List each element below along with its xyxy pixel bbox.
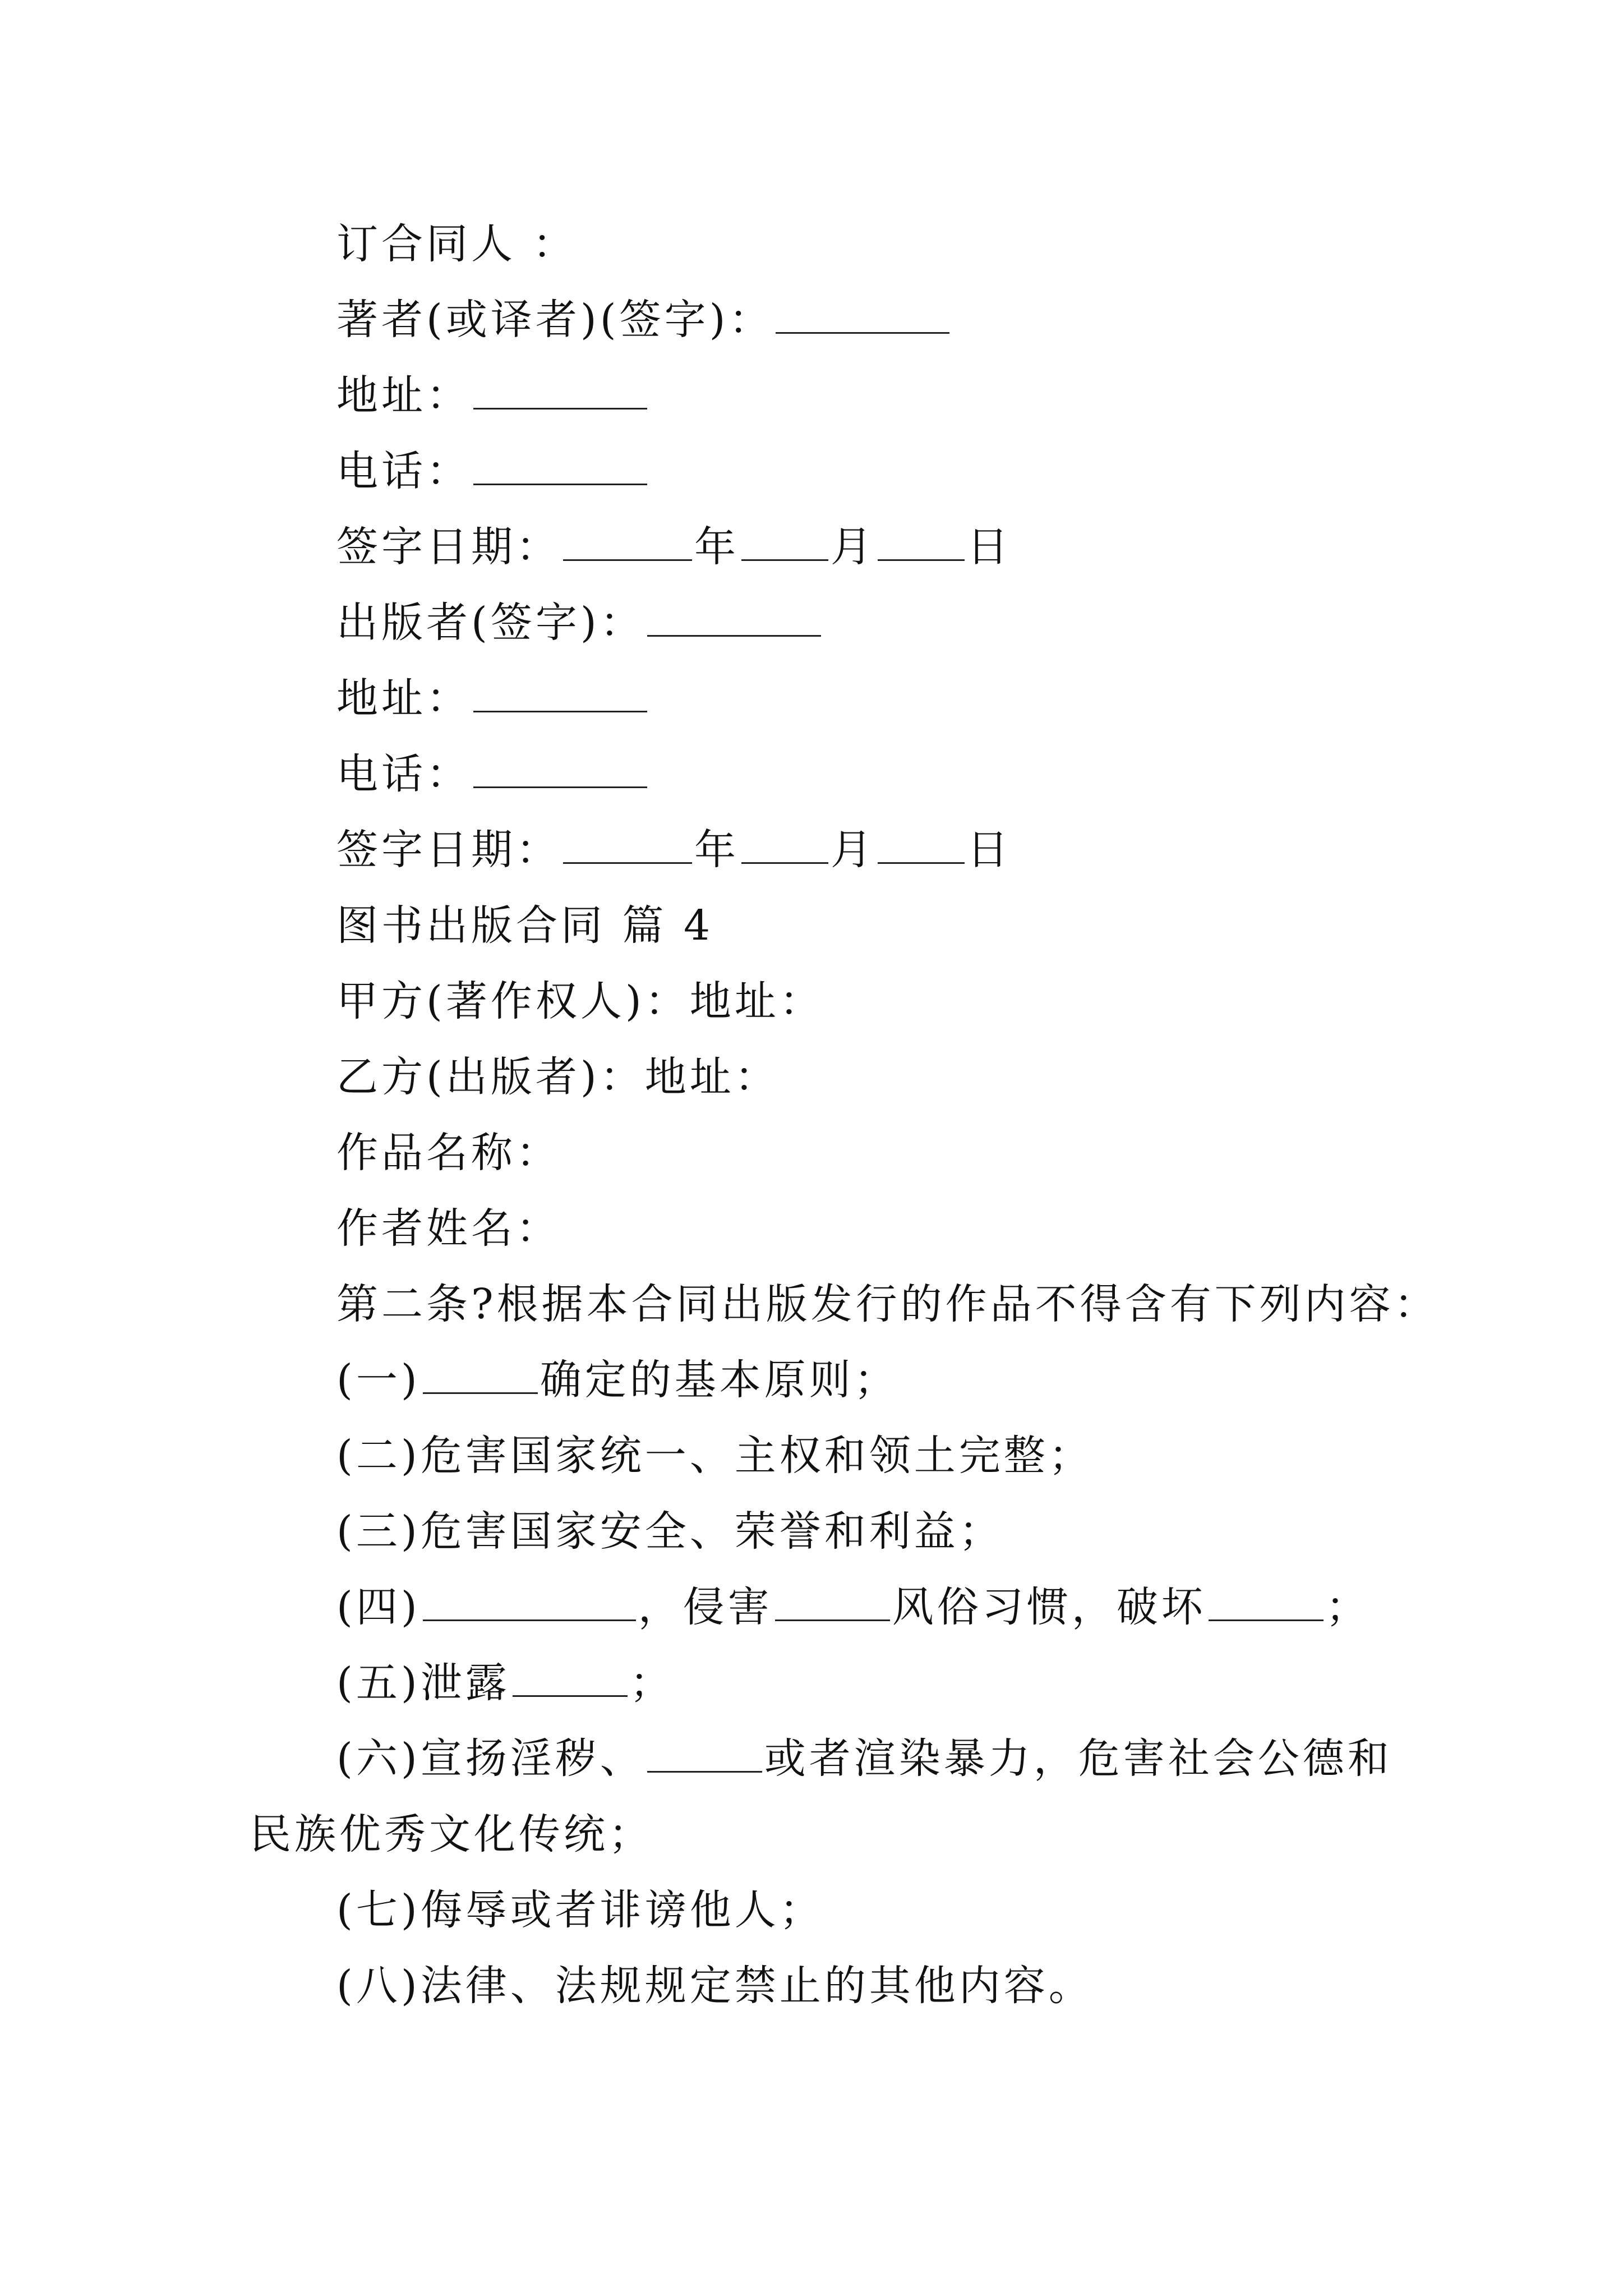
publisher-signature-blank [647,596,821,637]
author-date-line: 签字日期： 年 月 日 [336,519,1012,575]
publisher-date-line: 签字日期： 年 月 日 [336,822,1012,878]
author-signature-blank [776,293,949,334]
item-6-continuation: 民族优秀文化传统； [250,1810,653,1858]
item-1: (一) 确定的基本原则； [336,1352,899,1408]
work-name-line: 作品名称： [336,1129,561,1177]
item-8: (八)法律、法规规定禁止的其他内容。 [336,1962,1094,2010]
author-phone-blank [473,444,647,485]
author-month-blank [741,520,828,561]
contract-title: 图书出版合同 篇 4 [336,901,714,950]
item-4: (四) ，侵害 风俗习惯，破坏 ； [336,1579,1371,1635]
item-1-blank [423,1353,538,1394]
author-phone-line: 电话： [336,443,649,499]
publisher-phone-line: 电话： [336,746,649,802]
author-address-blank [473,369,647,409]
item-6-blank [647,1732,762,1773]
item-6: (六)宣扬淫秽、 或者渲染暴力，危害社会公德和 [336,1731,1393,1787]
item-7: (七)侮辱或者诽谤他人； [336,1886,824,1934]
publisher-day-blank [878,823,965,864]
author-name-line: 作者姓名： [336,1204,561,1253]
publisher-year-blank [563,823,692,864]
item-5-blank [513,1656,628,1697]
signatories-heading: 订合同人 ： [336,220,578,268]
publisher-signature-line: 出版者(签字)： [336,595,823,651]
publisher-address-blank [473,671,647,712]
item-5: (五)泄露 ； [336,1655,675,1711]
publisher-month-blank [741,823,828,864]
item-2: (二)危害国家统一、主权和领土完整； [336,1432,1094,1480]
author-day-blank [878,520,965,561]
item-3: (三)危害国家安全、荣誉和利益； [336,1507,1004,1556]
article-2-heading: 第二条?根据本合同出版发行的作品不得含有下列内容： [336,1280,1439,1328]
author-signature-line: 著者(或译者)(签字)： [336,292,952,348]
author-address-line: 地址： [336,367,649,424]
item-4-blank-2 [775,1580,890,1621]
publisher-address-line: 地址： [336,670,649,726]
publisher-phone-blank [473,747,647,788]
party-b-line: 乙方(出版者)：地址： [336,1053,780,1101]
author-year-blank [563,520,692,561]
item-4-blank-3 [1209,1580,1324,1621]
party-a-line: 甲方(著作权人)：地址： [336,977,824,1025]
item-4-blank-1 [423,1580,636,1621]
